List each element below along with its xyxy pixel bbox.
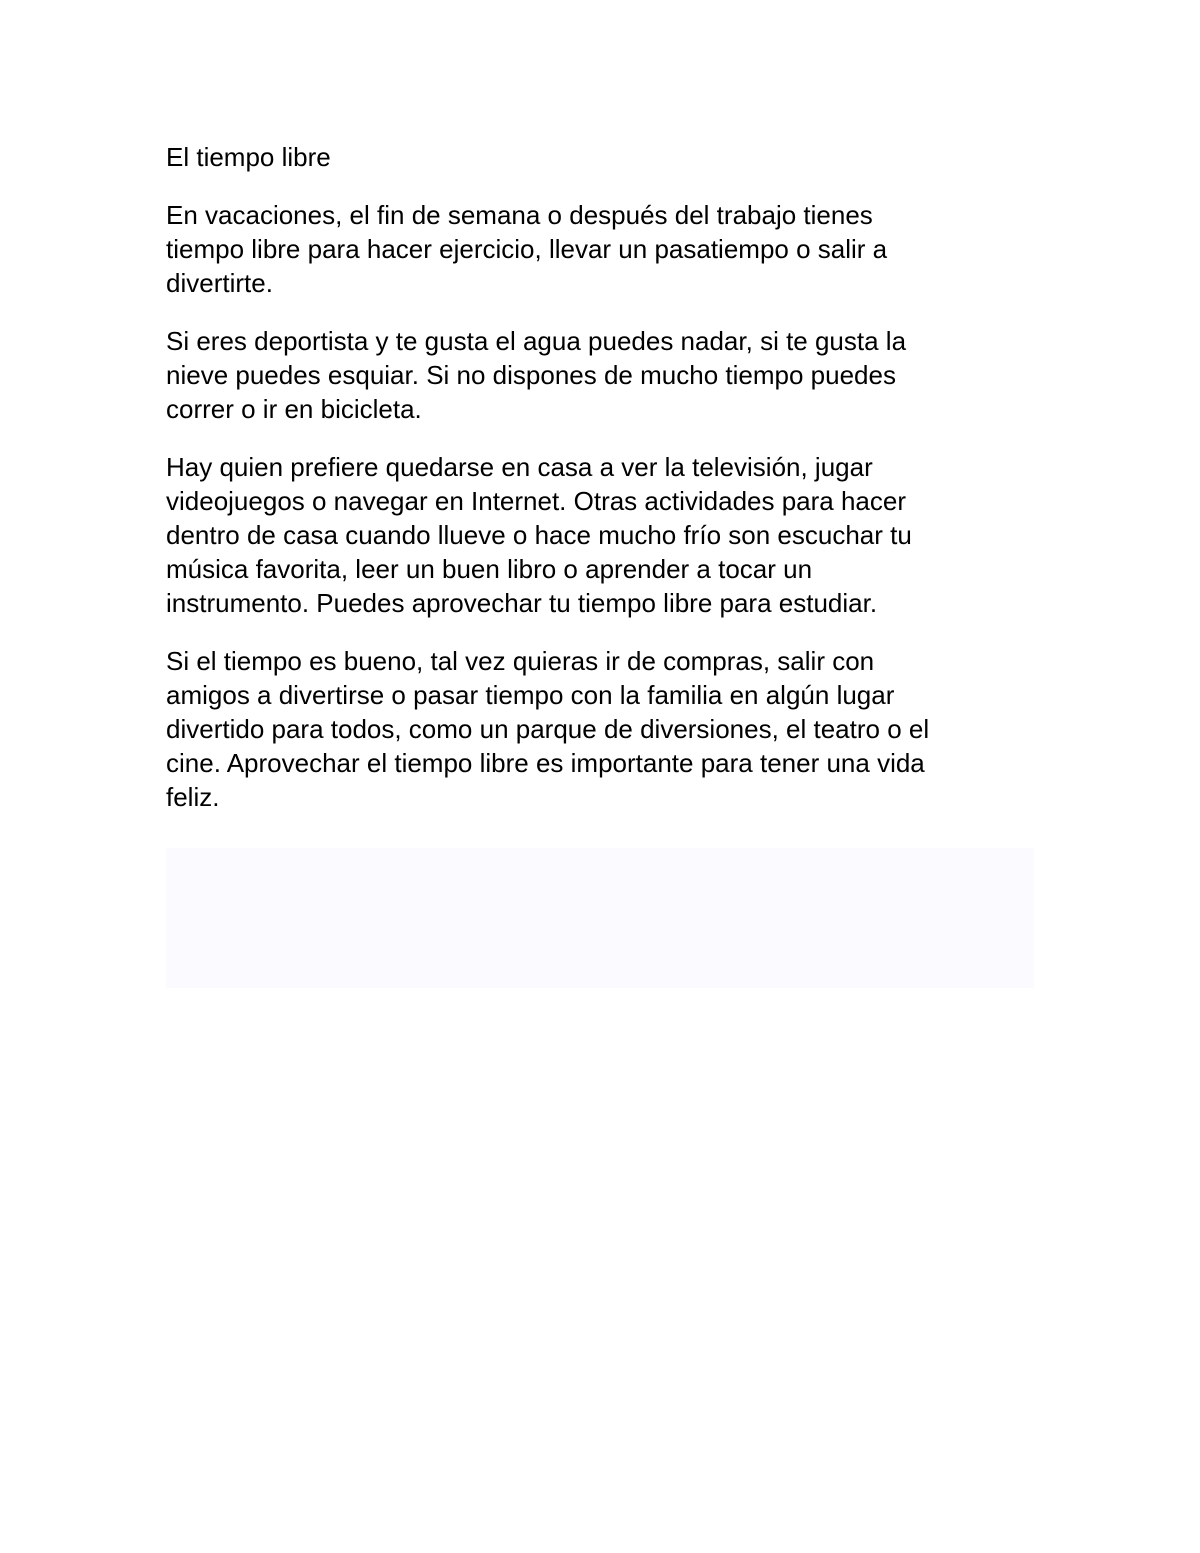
paragraph-line: tiempo libre para hacer ejercicio, llevar un pasatiempo o salir a bbox=[166, 234, 888, 264]
paragraph-line: nieve puedes esquiar. Si no dispones de mucho tiempo puedes bbox=[166, 360, 896, 390]
paragraph-line: En vacaciones, el fin de semana o después del trabajo tienes bbox=[166, 200, 873, 230]
paragraph-line: videojuegos o navegar en Internet. Otras actividades para hacer bbox=[166, 486, 907, 516]
paragraph-line: Si eres deportista y te gusta el agua puedes nadar, si te gusta la bbox=[166, 326, 907, 356]
paragraph-line: correr o ir en bicicleta. bbox=[166, 394, 422, 424]
paragraph-line: Si el tiempo es bueno, tal vez quieras ir de compras, salir con bbox=[166, 646, 875, 676]
paragraph-line: instrumento. Puedes aprovechar tu tiempo libre para estudiar. bbox=[166, 588, 878, 618]
paragraph-line: feliz. bbox=[166, 782, 220, 812]
paragraph-1 bbox=[166, 198, 1046, 300]
document-body bbox=[166, 140, 1046, 838]
paragraph-4 bbox=[166, 644, 1046, 814]
paragraph-line: amigos a divertirse o pasar tiempo con la familia en algún lugar bbox=[166, 680, 895, 710]
paragraph-line: cine. Aprovechar el tiempo libre es importante para tener una vida bbox=[166, 748, 925, 778]
paragraph-line: Hay quien prefiere quedarse en casa a ver la televisión, jugar bbox=[166, 452, 873, 482]
paragraph-line: divertido para todos, como un parque de diversiones, el teatro o el bbox=[166, 714, 930, 744]
paragraph-line: divertirte. bbox=[166, 268, 273, 298]
paragraph-line: música favorita, leer un buen libro o aprender a tocar un bbox=[166, 554, 813, 584]
paragraph-line: dentro de casa cuando llueve o hace mucho frío son escuchar tu bbox=[166, 520, 912, 550]
blank-shaded-box bbox=[166, 848, 1034, 988]
paragraph-3 bbox=[166, 450, 1046, 620]
paragraph-2 bbox=[166, 324, 1046, 426]
document-title: El tiempo libre bbox=[166, 142, 331, 172]
